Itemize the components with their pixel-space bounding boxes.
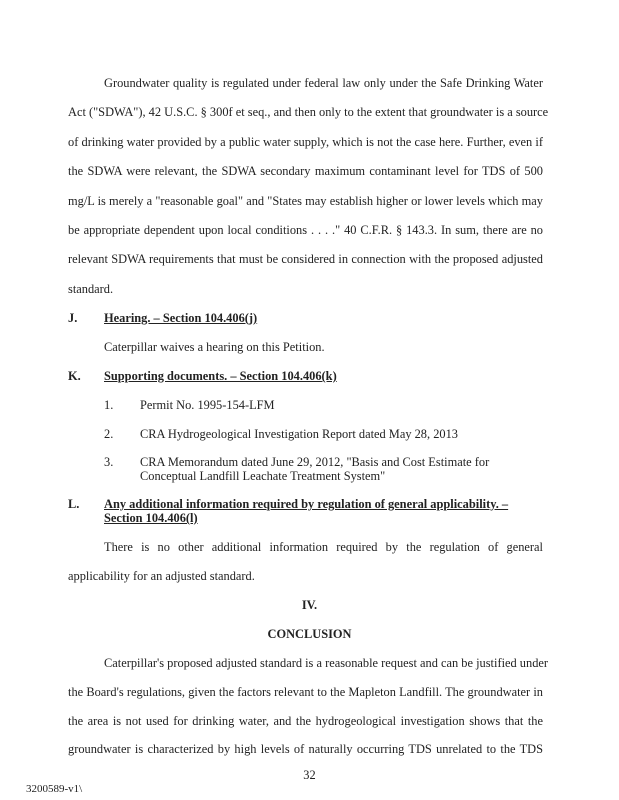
section-l-heading: Section 104.406(l)	[104, 511, 198, 525]
section-j-label: J.	[68, 311, 78, 325]
body-text-line: Caterpillar's proposed adjusted standard is a reasonable request and can be justified under	[104, 656, 549, 670]
body-text-line: mg/L is merely a "reasonable goal" and "States may establish higher or lower levels which may	[68, 194, 543, 208]
list-item-text: CRA Memorandum dated June 29, 2012, "Basis and Cost Estimate for	[140, 455, 490, 469]
section-j-heading: Hearing. – Section 104.406(j)	[104, 311, 258, 325]
list-item-text: Conceptual Landfill Leachate Treatment System"	[140, 469, 386, 483]
body-text-line: be appropriate dependent upon local conditions . . . ." 40 C.F.R. § 143.3. In sum, there are no	[68, 223, 543, 237]
part-title: CONCLUSION	[267, 627, 352, 641]
list-item-number: 2.	[104, 427, 114, 441]
body-text-line: the Board's regulations, given the factors relevant to the Mapleton Landfill. The groundwater in	[68, 685, 543, 699]
body-text-line: standard.	[68, 282, 114, 296]
body-text-line: of drinking water provided by a public water supply, which is not the case here. Further, even if	[68, 135, 543, 149]
section-l-heading: Any additional information required by regulation of general applicability. –	[104, 497, 509, 511]
list-item-number: 1.	[104, 398, 114, 412]
part-numeral: IV.	[301, 598, 318, 612]
body-text-line: groundwater is characterized by high levels of naturally occurring TDS unrelated to the TDS	[68, 742, 543, 756]
list-item-number: 3.	[104, 455, 114, 469]
list-item-text: CRA Hydrogeological Investigation Report dated May 28, 2013	[140, 427, 458, 441]
section-k-label: K.	[68, 369, 81, 383]
section-k-heading: Supporting documents. – Section 104.406(k)	[104, 369, 337, 383]
document-id: 3200589-v1\	[26, 783, 83, 795]
body-text-line: Groundwater quality is regulated under federal law only under the Safe Drinking Water	[104, 76, 543, 90]
body-text-line: the area is not used for drinking water, and the hydrogeological investigation shows that the	[68, 714, 543, 728]
section-j-text: Caterpillar waives a hearing on this Petition.	[104, 340, 325, 354]
body-text-line: applicability for an adjusted standard.	[68, 569, 255, 583]
body-text-line: the SDWA were relevant, the SDWA secondary maximum contaminant level for TDS of 500	[68, 164, 543, 178]
body-text-line: There is no other additional information required by the regulation of general	[104, 540, 543, 554]
body-text-line: relevant SDWA requirements that must be considered in connection with the proposed adjusted	[68, 252, 543, 266]
page-number: 32	[303, 768, 316, 782]
section-l-label: L.	[68, 497, 80, 511]
list-item-text: Permit No. 1995-154-LFM	[140, 398, 275, 412]
body-text-line: Act ("SDWA"), 42 U.S.C. § 300f et seq., and then only to the extent that groundwater is a source	[68, 105, 549, 119]
